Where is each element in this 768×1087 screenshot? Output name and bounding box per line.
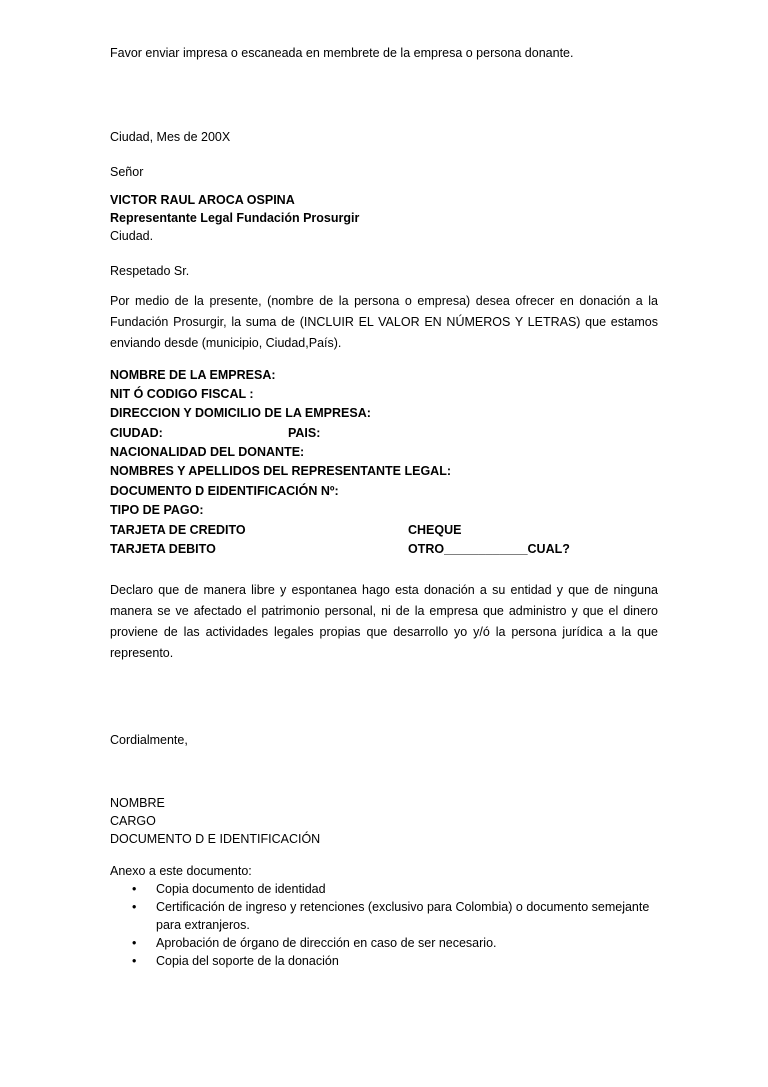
field-country: PAIS: xyxy=(288,426,321,440)
annex-item xyxy=(110,952,670,970)
bullet-icon: • xyxy=(132,900,137,914)
annex-item xyxy=(110,934,670,952)
annex-item-text: Copia del soporte de la donación xyxy=(156,954,339,968)
annex-item-text: Copia documento de identidad xyxy=(156,882,326,896)
city-date: Ciudad, Mes de 200X xyxy=(110,130,231,144)
payment-credit-card: TARJETA DE CREDITO xyxy=(110,523,246,537)
annex-list xyxy=(110,880,670,970)
payment-debit-card: TARJETA DEBITO xyxy=(110,542,216,556)
bullet-icon: • xyxy=(132,882,137,896)
signature-name: NOMBRE xyxy=(110,796,165,810)
field-legal-representative: NOMBRES Y APELLIDOS DEL REPRESENTANTE LEGAL: xyxy=(110,464,452,478)
field-city: CIUDAD: xyxy=(110,426,163,440)
annex-item-text: Certificación de ingreso y retenciones (exclusivo para Colombia) o documento semejante para extranjeros. xyxy=(156,900,650,932)
recipient-role: Representante Legal Fundación Prosurgir xyxy=(110,211,360,225)
bullet-icon: • xyxy=(132,954,137,968)
recipient-name: VICTOR RAUL AROCA OSPINA xyxy=(110,193,295,207)
salutation-title: Señor xyxy=(110,165,144,179)
field-tax-id: NIT Ó CODIGO FISCAL : xyxy=(110,387,254,401)
bullet-icon: • xyxy=(132,936,137,950)
field-company-name: NOMBRE DE LA EMPRESA: xyxy=(110,368,276,382)
annex-title: Anexo a este documento: xyxy=(110,864,252,878)
intro-paragraph: Por medio de la presente, (nombre de la persona o empresa) desea ofrecer en donación a la Fundación Prosurgir, la suma de (INCLUIR EL VALOR EN NÚMEROS Y LETRAS) que estamos enviando desde (municipio, Ciudad,País). xyxy=(110,294,658,350)
signature-position: CARGO xyxy=(110,814,156,828)
signature-document: DOCUMENTO D E IDENTIFICACIÓN xyxy=(110,832,321,846)
greeting: Respetado Sr. xyxy=(110,264,190,278)
payment-check: CHEQUE xyxy=(408,523,462,537)
closing: Cordialmente, xyxy=(110,733,188,747)
field-id-document: DOCUMENTO D EIDENTIFICACIÓN Nº: xyxy=(110,484,339,498)
recipient-city: Ciudad. xyxy=(110,229,154,243)
annex-item xyxy=(110,880,670,898)
payment-other: OTRO____________CUAL? xyxy=(408,542,570,556)
declaration-paragraph: Declaro que de manera libre y espontanea hago esta donación a su entidad y que de ninguna manera se ve afectado el patrimonio personal, ni de la empresa que administro y que el dinero proviene de las actividades legales propias que desarrollo yo y/ó la persona jurídica a la que represento. xyxy=(110,583,658,660)
annex-item xyxy=(110,898,670,934)
field-nationality: NACIONALIDAD DEL DONANTE: xyxy=(110,445,305,459)
field-payment-type: TIPO DE PAGO: xyxy=(110,503,204,517)
field-address: DIRECCION Y DOMICILIO DE LA EMPRESA: xyxy=(110,406,371,420)
header-note: Favor enviar impresa o escaneada en membrete de la empresa o persona donante. xyxy=(110,46,574,60)
annex-item-text: Aprobación de órgano de dirección en caso de ser necesario. xyxy=(156,936,497,950)
